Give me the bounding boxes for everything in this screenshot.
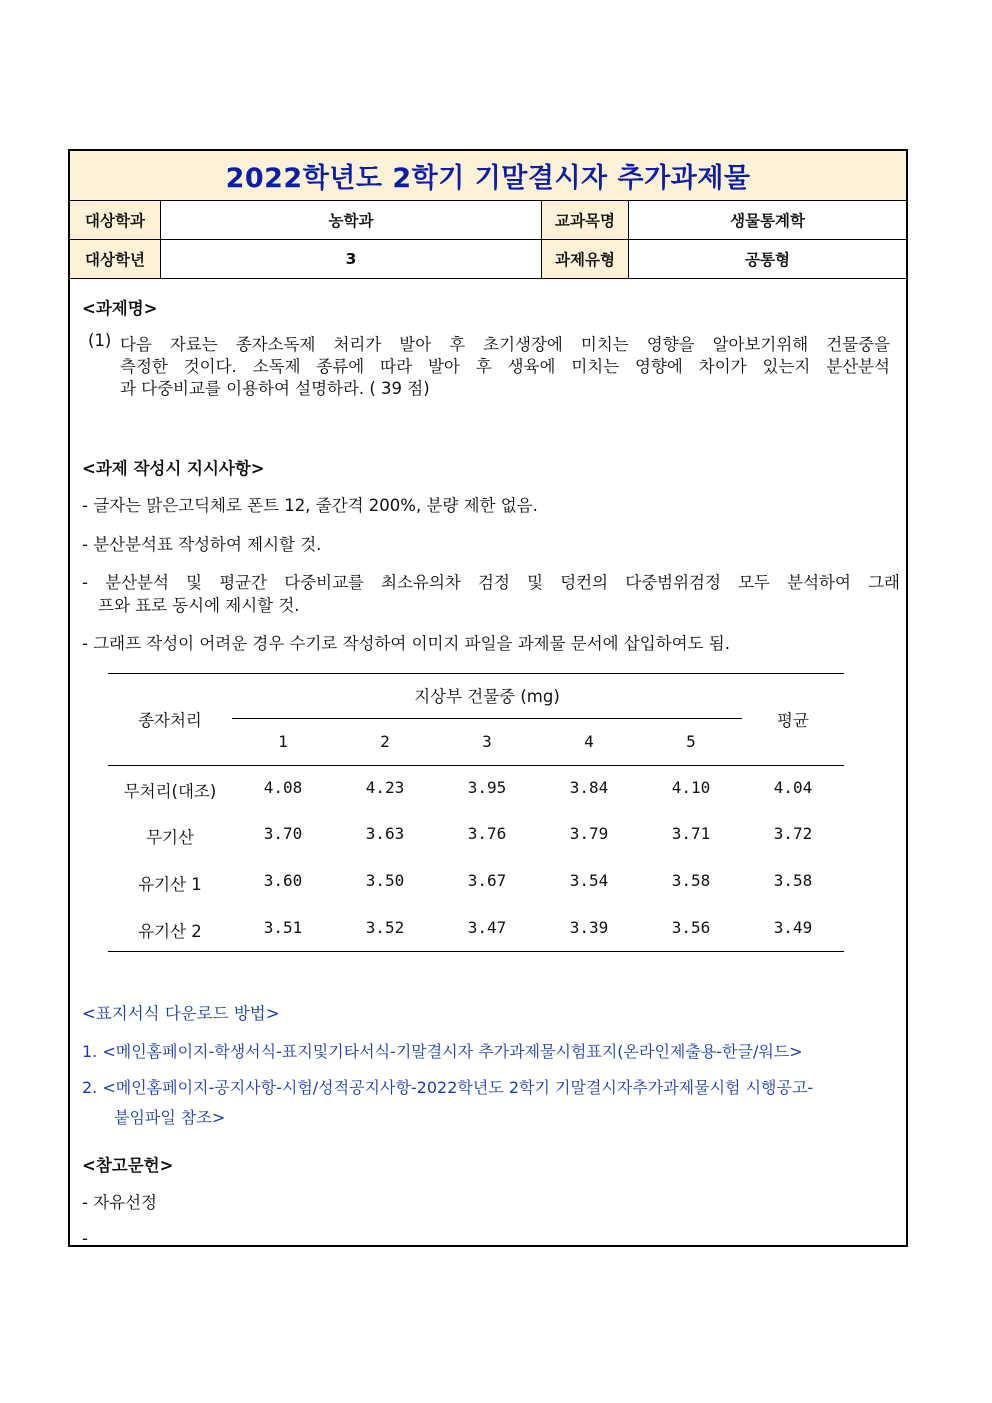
- assignment-line-1: 다음 자료는 종자소독제 처리가 발아 후 초기생장에 미치는 영향을 알아보기위해 건물중을: [120, 335, 890, 354]
- table-group-rule: [232, 718, 742, 719]
- grade-label: 대상학년: [70, 240, 161, 278]
- table-cell: 3.54: [569, 871, 609, 890]
- table-header-rule: [108, 765, 844, 766]
- download-item-2-continued: 붙임파일 참조>: [114, 1108, 226, 1127]
- info-row-dept: [70, 201, 906, 240]
- instruction-item: - 분산분석 및 평균간 다중비교를 최소유의차 검정 및 덩컨의 다중범위검정 모두 분석하여 그래: [82, 573, 900, 592]
- table-cell: 3.71: [671, 824, 711, 843]
- instruction-item: - 글자는 맑은고딕체로 폰트 12, 줄간격 200%, 분량 제한 없음.: [82, 496, 538, 515]
- dept-label: 대상학과: [70, 201, 161, 239]
- info-row-grade: [70, 240, 906, 279]
- table-cell: 4.10: [671, 778, 711, 797]
- table-cell: 3.39: [569, 918, 609, 937]
- table-col-header: 3: [482, 732, 492, 751]
- download-item-2: 2. <메인홈페이지-공지사항-시험/성적공지사항-2022학년도 2학기 기말결시자추가과제물시험 시행공고-: [82, 1078, 814, 1097]
- table-cell: 3.67: [467, 871, 507, 890]
- table-col-header: 1: [278, 732, 288, 751]
- table-cell-mean: 3.49: [773, 918, 813, 937]
- table-cell-mean: 4.04: [773, 778, 813, 797]
- title-row: [70, 151, 906, 201]
- assignment-line-2: 측정한 것이다. 소독제 종류에 따라 발아 후 생육에 미치는 영향에 차이가 있는지 분산분석: [120, 357, 890, 376]
- download-heading: <표지서식 다운로드 방법>: [82, 1004, 280, 1023]
- page-title: 2022학년도 2학기 기말결시자 추가과제물: [225, 163, 751, 194]
- table-cell: 3.63: [365, 824, 405, 843]
- dept-value: 농학과: [161, 201, 542, 239]
- table-col-header: 5: [686, 732, 696, 751]
- references-heading: <참고문헌>: [82, 1156, 174, 1175]
- subject-label: 교과목명: [542, 201, 629, 239]
- table-cell: 3.47: [467, 918, 507, 937]
- table-cell: 4.08: [263, 778, 303, 797]
- grade-value: 3: [161, 240, 542, 278]
- type-label: 과제유형: [542, 240, 629, 278]
- download-item-1: 1. <메인홈페이지-학생서식-표지및기타서식-기말결시자 추가과제물시험표지(온라인제출용-한글/워드>: [82, 1042, 803, 1061]
- table-col-header: 2: [380, 732, 390, 751]
- table-group-header: 지상부 건물중 (mg): [414, 687, 560, 706]
- table-cell: 3.79: [569, 824, 609, 843]
- reference-item-empty: -: [82, 1229, 88, 1248]
- table-mean-header: 평균: [777, 711, 809, 730]
- table-row-label: 무처리(대조): [123, 782, 217, 801]
- table-cell: 3.60: [263, 871, 303, 890]
- instruction-item: - 분산분석표 작성하여 제시할 것.: [82, 535, 322, 554]
- table-cell-mean: 3.72: [773, 824, 813, 843]
- assignment-heading: <과제명>: [82, 299, 158, 318]
- type-value: 공통형: [745, 251, 790, 269]
- table-row-label: 유기산 2: [138, 922, 202, 941]
- table-cell: 3.56: [671, 918, 711, 937]
- instructions-heading: <과제 작성시 지시사항>: [82, 459, 265, 478]
- table-top-rule: [108, 673, 844, 674]
- subject-value: 생물통계학: [730, 212, 805, 230]
- assignment-line-3: 과 다중비교를 이용하여 설명하라. ( 39 점): [120, 379, 430, 398]
- table-cell: 3.50: [365, 871, 405, 890]
- table-col-header: 4: [584, 732, 594, 751]
- assignment-frame: [68, 149, 908, 1247]
- assignment-item-marker: (1): [88, 331, 112, 350]
- table-cell-mean: 3.58: [773, 871, 813, 890]
- table-cell: 3.84: [569, 778, 609, 797]
- instruction-item-continued: 프와 표로 동시에 제시할 것.: [98, 596, 300, 615]
- table-cell: 3.95: [467, 778, 507, 797]
- table-cell: 3.51: [263, 918, 303, 937]
- table-row-header: 종자처리: [138, 711, 202, 730]
- table-cell: 3.52: [365, 918, 405, 937]
- table-bottom-rule: [108, 951, 844, 952]
- table-cell: 3.58: [671, 871, 711, 890]
- table-cell: 3.70: [263, 824, 303, 843]
- table-cell: 4.23: [365, 778, 405, 797]
- table-row-label: 유기산 1: [138, 875, 202, 894]
- reference-item: - 자유선정: [82, 1193, 157, 1212]
- table-cell: 3.76: [467, 824, 507, 843]
- table-row-label: 무기산: [146, 828, 194, 847]
- instruction-item: - 그래프 작성이 어려운 경우 수기로 작성하여 이미지 파일을 과제물 문서에 삽입하여도 됨.: [82, 634, 730, 653]
